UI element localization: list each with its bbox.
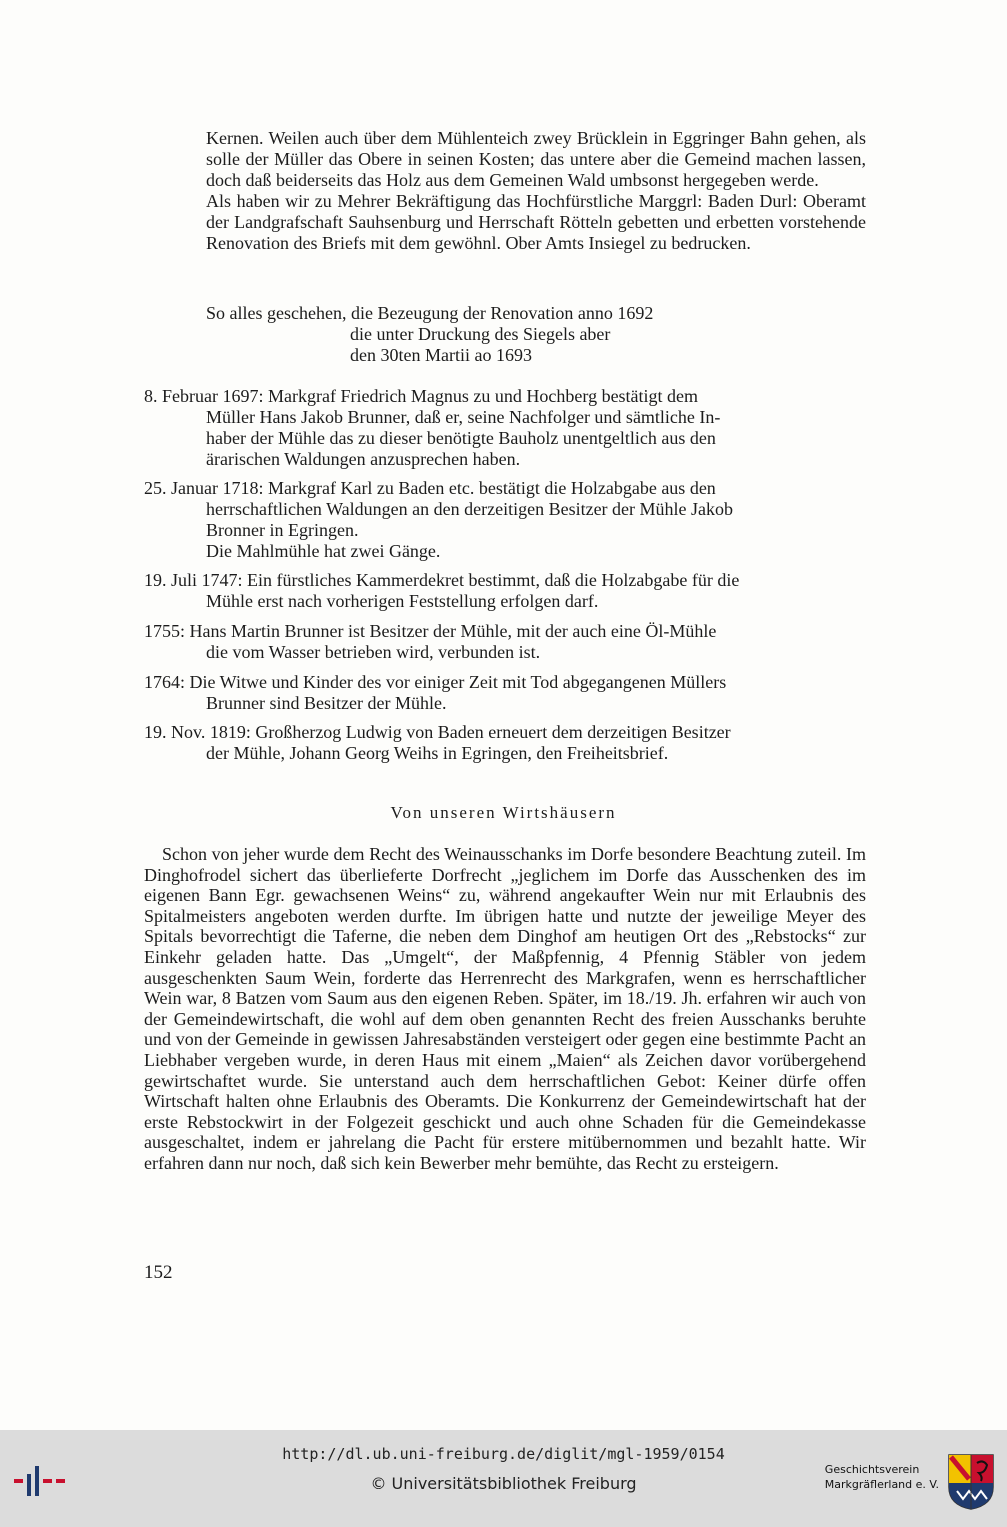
society-name: [825, 1462, 939, 1492]
entry-date: 8. Februar 1697:: [144, 386, 264, 406]
entry-date: 1764:: [144, 672, 186, 692]
entry-text: Bronner in Egringen.: [206, 520, 359, 540]
source-url-link[interactable]: http://dl.ub.uni-freiburg.de/diglit/mgl-1959/0154: [282, 1445, 725, 1463]
copyright-text: © Universitätsbibliothek Freiburg: [370, 1474, 637, 1493]
entry-text: Müller Hans Jakob Brunner, daß er, seine Nachfolger und sämtliche In-: [206, 407, 721, 427]
chronology-entry: [144, 386, 866, 470]
quote-paragraph-1: Kernen. Weilen auch über dem Mühlenteich zwey Brücklein in Eggringer Bahn gehen, als solle der Müller das Obere in seinen Kosten; das untere aber die Gemeind machen lassen, doch daß beiderseits das Holz aus dem Gemeinen Wald umbsonst hergegeben werde.: [206, 128, 866, 190]
entry-date: 25. Januar 1718:: [144, 478, 264, 498]
footer-bar: [0, 1430, 1007, 1527]
chronology-entry: [144, 570, 866, 612]
entry-text: herrschaftlichen Waldungen an den derzeitigen Besitzer der Mühle Jakob: [206, 499, 734, 519]
society-line: Markgräflerland e. V.: [824, 1478, 939, 1491]
entry-date: 1755:: [144, 621, 186, 641]
markgraeflerland-crest-icon[interactable]: [947, 1453, 995, 1511]
signature-line-1: So alles geschehen, die Bezeugung der Renovation anno 1692: [206, 303, 654, 323]
entry-text: haber der Mühle das zu dieser benötigte Bauholz unentgeltlich aus den: [206, 428, 716, 448]
chronology-entry: [144, 478, 866, 562]
entry-text: der Mühle, Johann Georg Weihs in Egringen, den Freiheitsbrief.: [206, 743, 669, 763]
entry-text: die vom Wasser betrieben wird, verbunden ist.: [206, 642, 541, 662]
entry-text: Markgraf Friedrich Magnus zu und Hochberg bestätigt dem: [267, 386, 699, 406]
entry-text: Markgraf Karl zu Baden etc. bestätigt die Holzabgabe aus den: [267, 478, 716, 498]
chronology-entry: [144, 722, 866, 764]
entry-text: Großherzog Ludwig von Baden erneuert dem derzeitigen Besitzer: [255, 722, 731, 742]
quote-paragraph-2: Als haben wir zu Mehrer Bekräftigung das Hochfürstliche Marggrl: Baden Durl: Oberamt der Landgrafschaft Sauhsenburg und Herrschaft Rötteln gebetten und erbetten vorstehende Renovation des Briefs mit dem gewöhnl. Ober Amts Insiegel zu bedrucken.: [206, 191, 866, 253]
entry-text: Ein fürstliches Kammerdekret bestimmt, daß die Holzabgabe für die: [247, 570, 740, 590]
entry-date: 19. Juli 1747:: [144, 570, 243, 590]
section-heading: Von unseren Wirtshäusern: [390, 803, 617, 822]
chronology-entry: [144, 621, 866, 663]
entry-text: Mühle erst nach vorherigen Feststellung erfolgen darf.: [206, 591, 599, 611]
page-number: 152: [144, 1262, 173, 1283]
entry-text: Die Mahlmühle hat zwei Gänge.: [206, 541, 441, 561]
entry-date: 19. Nov. 1819:: [144, 722, 251, 742]
entry-text: Die Witwe und Kinder des vor einiger Zeit mit Tod abgegangenen Müllers: [189, 672, 727, 692]
entry-text: Hans Martin Brunner ist Besitzer der Mühle, mit der auch eine Öl-Mühle: [189, 621, 717, 641]
signature-line-2: die unter Druckung des Siegels aber: [350, 324, 611, 344]
entry-text: Brunner sind Besitzer der Mühle.: [206, 693, 447, 713]
chronology-entry: [144, 672, 866, 714]
signature-line-3: den 30ten Martii ao 1693: [350, 345, 532, 365]
body-paragraph: Schon von jeher wurde dem Recht des Weinausschanks im Dorfe besondere Beachtung zuteil. Im Dinghofrodel sichert das überlieferte Dorfrecht „jeglichem im Dorfe das Ausschenken des im eigenen Bann Egr. gewachsenen Weins“ zu, während angekaufter Wein nur mit Erlaubnis des Spitalmeisters angeboten werden durfte. Im übrigen hatte und nutzte der jeweilige Meyer des Spitals bevorrechtigt die Taferne, die neben dem Dinghof am heutigen Ort des „Rebstocks“ zur Einkehr geladen hatte. Das „Umgelt“, der Maßpfennig, 4 Pfennig Stäbler von jedem ausgeschenkten Saum Wein, forderte das Herrenrecht des Markgrafen, wenn es herrschaftlicher Wein war, 8 Batzen vom Saum aus den eigenen Reben. Später, im 18./19. Jh. erfahren wir auch von der Gemeindewirtschaft, die wohl auf dem oben genannten Recht des freien Ausschanks beruhte und von der Gemeinde in gewissen Jahresabständen versteigert oder gegen eine bestimmte Pacht an Liebhaber vergeben wurde, in deren Haus mit einem „Maien“ als Zeichen davor vorübergehend gewirtschaftet wurde. Sie unterstand auch dem herrschaftlichen Gebot: Keiner dürfe offen Wirtschaft halten ohne Erlaubnis des Oberamts. Die Konkurrenz der Gemeindewirtschaft hat der erste Rebstockwirt in der Folgezeit geschickt und auch ohne Schaden für die Gemeindekasse ausgeschaltet, indem er jahrelang die Pacht für erstere mitübernommen und bezahlt hatte. Wir erfahren dann nur noch, daß sich kein Bewerber mehr bemühte, das Recht zu ersteigern.: [144, 844, 866, 1173]
entry-text: ärarischen Waldungen anzusprechen haben.: [206, 449, 521, 469]
society-line: Geschichtsverein: [824, 1463, 920, 1476]
quote-block: [206, 128, 866, 254]
